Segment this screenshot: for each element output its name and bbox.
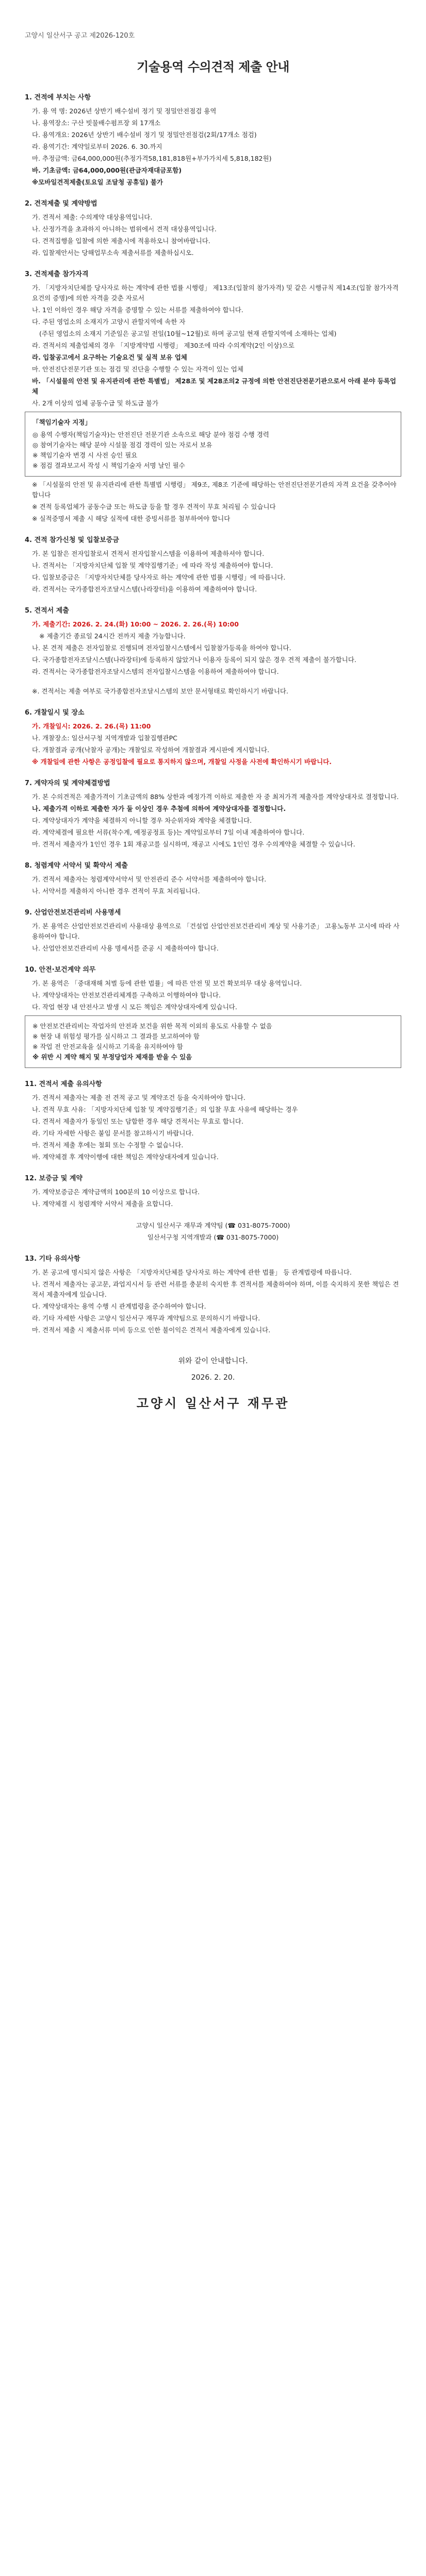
section-heading: 8. 청렴계약 서약서 및 확약서 제출 (25, 862, 128, 870)
section-line: 가. 견적서 제출자는 청렴계약서약서 및 안전관리 준수 서약서를 제출하여야 합니다. (32, 875, 267, 883)
section-5 (25, 606, 401, 697)
box-line: ※ 안전보건관리비는 작업자의 안전과 보건을 위한 목적 이외의 용도로 사용할 수 없음 (32, 1022, 272, 1030)
section-line: 나. 견적서는 「지방자치단체 입찰 및 계약집행기준」에 따라 작성 제출하여야 합니다. (32, 562, 273, 569)
section-line: 나. 본 견적 제출은 전자입찰로 진행되며 전자입찰시스템에서 입찰참가등록을 하여야 합니다. (32, 644, 291, 652)
section-11 (25, 1079, 401, 1162)
section-line: 나. 견적 무효 사유: 「지방자치단체 입찰 및 계약집행기준」의 입찰 무효 사유에 해당하는 경우 (32, 1106, 298, 1113)
section-line: 라. 기타 자세한 사항은 고양시 일산서구 재무과 계약팀으로 문의하시기 바랍니다. (32, 1314, 260, 1322)
section-line: 마. 견적서 제출자가 1인인 경우 1회 재공고를 실시하며, 재공고 시에도 1인인 경우 수의계약을 체결할 수 있습니다. (32, 840, 355, 848)
section-line: 사. 2개 이상의 업체 공동수급 및 하도급 불가 (32, 399, 159, 407)
section-line: ※ 견적 등록업체가 공동수급 또는 하도급 등을 할 경우 견적이 무효 처리될 수 있습니다 (32, 503, 276, 511)
section-line: 다. 계약상대자가 계약을 체결하지 아니할 경우 차순위자와 계약을 체결합니다. (32, 817, 252, 824)
section-line: ※모바일견적제출(토요일 조달청 공휴일) 불가 (32, 178, 163, 186)
section-line: 나. 서약서를 제출하지 아니한 경우 견적이 무효 처리됩니다. (32, 887, 200, 895)
section-line: ※ 개찰일에 관한 사항은 공정입찰에 필요로 통지하지 않으며, 개찰일 사정을 사전에 확인하시기 바랍니다. (32, 758, 332, 766)
section-line: 가. 본 공고에 명시되지 않은 사항은 「지방자치단체를 당사자로 하는 계약에 관한 법률」 등 관계법령에 따릅니다. (32, 1268, 352, 1276)
section-line: 마. 견적서 제출 시 제출서류 미비 등으로 인한 불이익은 견적서 제출자에게 있습니다. (32, 1326, 271, 1334)
section-line: 가. 본 수의견적은 제출가격이 기초금액의 88% 상한과 예정가격 이하로 제출한 자 중 최저가격 제출자를 계약상대자로 결정합니다. (32, 793, 399, 801)
section-line: 가. 계약보증금은 계약금액의 100분의 10 이상으로 합니다. (32, 1188, 200, 1196)
section-line: 라. 용역기간: 계약일로부터 2026. 6. 30.까지 (32, 143, 162, 150)
section-line: 나. 개찰장소: 일산서구청 지역개발과 입찰집행관PC (32, 734, 177, 742)
contact-line: 고양시 일산서구 재무과 계약팀 (☎ 031-8075-7000) (136, 1222, 290, 1229)
box-line: ◎ 용역 수행자(책임기술자)는 안전진단 전문기관 소속으로 해당 분야 점검 수행 경력 (32, 431, 269, 438)
section-line: 다. 입찰보증금은 「지방자치단체를 당사자로 하는 계약에 관한 법률 시행령」에 따릅니다. (32, 573, 286, 581)
section-line: 마. 추정금액: 금64,000,000원(추정가격58,181,818원+부가가치세 5,818,182원) (32, 155, 272, 162)
section-13 (25, 1254, 401, 1335)
issuer-name: 고양시 일산서구 재무관 (136, 1396, 290, 1411)
section-line: 라. 입찰제안서는 당해업무소속 제출서류를 제출하십시오. (32, 249, 194, 257)
section-line: 라. 입찰공고에서 요구하는 기술요건 및 실적 보유 업체 (32, 353, 187, 361)
section-line: 나. 계약상대자는 안전보건관리체계를 구축하고 이행하여야 합니다. (32, 991, 221, 999)
section-line: 라. 견적서의 제출업체의 경우 「지방계약법 시행령」 제30조에 따라 수의계약(2인 이상)으로 (32, 342, 294, 349)
section-line: 바. 「시설물의 안전 및 유지관리에 관한 특별법」 제28조 및 제28조의2 규정에 의한 안전진단전문기관으로서 아래 분야 등록업체 (32, 377, 397, 395)
box-line: ※ 책임기술자 변경 시 사전 승인 필요 (32, 451, 138, 459)
section-heading: 5. 견적서 제출 (25, 607, 69, 615)
section-line: 나. 제출가격 이하로 제출한 자가 둘 이상인 경우 추첨에 의하여 계약상대자를 결정합니다. (32, 805, 286, 812)
section-line: 가. 견적서 제출: 수의계약 대상용역입니다. (32, 213, 153, 221)
section-line: 가. 개찰일시: 2026. 2. 26.(목) 11:00 (32, 722, 151, 730)
section-line: 가. 본 용역은 산업안전보건관리비 사용대상 용역으로 「건설업 산업안전보건관리비 계상 및 사용기준」 고용노동부 고시에 따라 사용하여야 합니다. (32, 922, 400, 940)
section-line: (주된 영업소의 소재지 기준일은 공고일 전일(10월~12월)로 하며 공고일 현재 관할지역에 소재하는 업체) (39, 330, 337, 337)
section-line: 라. 견적서는 국가종합전자조달시스템의 전자입찰시스템을 이용하여 제출하여야 합니다. (32, 668, 279, 675)
section-line: 가. 용 역 명: 2026년 상반기 배수설비 정기 및 정밀안전점검 용역 (32, 107, 217, 115)
section-line: 라. 기타 자세한 사항은 붙임 문서를 참고하시기 바랍니다. (32, 1129, 194, 1137)
section-heading: 6. 개찰일시 및 장소 (25, 709, 85, 717)
notice-number: 고양시 일산서구 공고 제2026-120호 (25, 32, 135, 40)
section-line: 가. 「지방자치단체를 당사자로 하는 계약에 관한 법률 시행령」 제13조(입찰의 참가자격) 및 같은 시행규칙 제14조(입찰 참가자격 요건의 증명)에 의한 자격을 갖춘 자로서 (32, 284, 399, 302)
box-line: ※ 위반 시 계약 해지 및 부정당업자 제재를 받을 수 있음 (32, 1053, 192, 1061)
section-8 (25, 861, 401, 896)
box-line: ◎ 참여기술자는 해당 분야 시설물 점검 경력이 있는 자로서 보유 (32, 441, 212, 449)
section-line: 라. 계약체결에 필요한 서류(착수계, 예정공정표 등)는 계약일로부터 7일 이내 제출하여야 합니다. (32, 828, 305, 836)
section-12 (25, 1174, 401, 1209)
section-line: 다. 작업 현장 내 안전사고 발생 시 모든 책임은 계약상대자에게 있습니다. (32, 1003, 237, 1011)
section-heading: 11. 견적서 제출 유의사항 (25, 1080, 102, 1088)
section-heading: 4. 견적 참가신청 및 입찰보증금 (25, 536, 119, 544)
box-title: 「책임기술자 지정」 (32, 418, 91, 426)
section-heading: 3. 견적제출 참가자격 (25, 270, 89, 278)
section-10 (25, 965, 401, 1068)
section-line: 다. 주된 영업소의 소재지가 고양시 관할지역에 속한 자 (32, 318, 186, 326)
closing-text: 위와 같이 안내합니다. (178, 1357, 248, 1365)
section-line: 다. 국가종합전자조달시스템(나라장터)에 등록하지 않았거나 이용자 등록이 되지 않은 경우 견적 제출이 불가합니다. (32, 656, 356, 664)
section-heading: 9. 산업안전보건관리비 사용명세 (25, 909, 121, 917)
section-2 (25, 199, 401, 258)
section-9 (25, 908, 401, 954)
issue-date: 2026. 2. 20. (191, 1374, 235, 1382)
section-line: 가. 본 입찰은 전자입찰로서 견적서 전자입찰시스템을 이용하여 제출하셔야 합니다. (32, 550, 265, 557)
box-line: ※ 현장 내 위험성 평가를 실시하고 그 결과를 보고하여야 함 (32, 1032, 200, 1040)
section-line: 가. 본 용역은 「중대재해 처벌 등에 관한 법률」에 따른 안전 및 보건 확보의무 대상 용역입니다. (32, 979, 302, 987)
section-line: 다. 용역개요: 2026년 상반기 배수설비 정기 및 정밀안전점검(2회/17개소 점검) (32, 131, 257, 139)
qualification-box (25, 412, 401, 477)
section-line: 바. 계약체결 후 계약이행에 대한 책임은 계약상대자에게 있습니다. (32, 1153, 219, 1161)
contact-info (25, 1221, 401, 1243)
section-line: ※ 실적증명서 제출 시 해당 실적에 대한 증빙서류를 첨부하여야 합니다 (32, 515, 231, 522)
section-note: ※. 견적서는 제출 여부로 국가종합전자조달시스템의 보안 문서형태로 확인하시기 바랍니다. (32, 687, 288, 695)
section-7 (25, 778, 401, 850)
section-line: 나. 1인 이하인 경우 해당 자격을 증명할 수 있는 서류를 제출하여야 합니다. (32, 306, 243, 314)
section-line: 다. 개찰결과 공개(낙찰자 공개)는 개찰일로 작성하여 개찰결과 게시판에 게시합니다. (32, 746, 270, 754)
section-line: 나. 산업안전보건관리비 사용 명세서를 준공 시 제출하여야 합니다. (32, 944, 219, 952)
section-heading: 7. 계약자의 및 계약체결방법 (25, 779, 110, 787)
section-line: 다. 계약상대자는 용역 수행 시 관계법령을 준수하여야 합니다. (32, 1302, 206, 1310)
section-line: 마. 안전진단전문기관 또는 점검 및 진단을 수행할 수 있는 자격이 있는 업체 (32, 365, 243, 373)
section-heading: 10. 안전·보건계약 의무 (25, 966, 96, 974)
contact-line: 일산서구청 지역개발과 (☎ 031-8075-7000) (147, 1233, 279, 1241)
document-title: 기술용역 수의견적 제출 안내 (137, 60, 289, 74)
section-line: ※ 제출기간 종료일 24시간 전까지 제출 가능합니다. (39, 632, 186, 640)
section-line: 마. 견적서 제출 후에는 철회 또는 수정할 수 없습니다. (32, 1141, 184, 1149)
section-6 (25, 708, 401, 767)
section-1 (25, 93, 401, 188)
box-line: ※ 점검 결과보고서 작성 시 책임기술자 서명 날인 필수 (32, 462, 185, 469)
box-line: ※ 작업 전 안전교육을 실시하고 기록을 유지하여야 함 (32, 1043, 183, 1050)
section-line: 다. 견적서 제출자가 동일인 또는 담합한 경우 해당 견적서는 무효로 합니다. (32, 1117, 243, 1125)
section-heading: 13. 기타 유의사항 (25, 1255, 80, 1263)
section-line: 가. 견적서 제출자는 제출 전 견적 공고 및 계약조건 등을 숙지하여야 합니다. (32, 1094, 245, 1101)
section-3 (25, 269, 401, 524)
section-line: 바. 기초금액: 금64,000,000원(관급자재대금포함) (32, 166, 182, 174)
section-line: ※ 「시설물의 안전 및 유지관리에 관한 특별법 시행령」 제9조, 제8조 기준에 해당하는 안전진단전문기관의 자격 요건을 갖추어야 합니다 (32, 481, 397, 499)
section-4 (25, 535, 401, 595)
section-line: 나. 견적서 제출자는 공고문, 과업지시서 등 관련 서류를 충분히 숙지한 후 견적서를 제출하여야 하며, 이를 숙지하지 못한 책임은 견적서 제출자에게 있습니다. (32, 1280, 399, 1298)
section-line: 가. 제출기간: 2026. 2. 24.(화) 10:00 ~ 2026. 2. 26.(목) 10:00 (32, 620, 239, 628)
section-heading: 2. 견적제출 및 계약방법 (25, 200, 97, 208)
section-line: 라. 견적서는 국가종합전자조달시스템(나라장터)을 이용하여 제출하여야 합니다. (32, 585, 257, 593)
section-line: 다. 견적집행을 입찰에 의한 제출시에 적용하오니 참여바랍니다. (32, 237, 210, 245)
section-line: 나. 산정가격을 초과하지 아니하는 범위에서 견적 대상용역입니다. (32, 225, 217, 233)
section-heading: 1. 견적에 부치는 사항 (25, 94, 91, 101)
safety-box (25, 1015, 401, 1068)
section-line: 나. 계약체결 시 청렴계약 서약서 제출을 요합니다. (32, 1200, 173, 1208)
section-line: 나. 용역장소: 구산 빗물배수펌프장 외 17개소 (32, 119, 161, 127)
section-heading: 12. 보증금 및 계약 (25, 1175, 83, 1182)
